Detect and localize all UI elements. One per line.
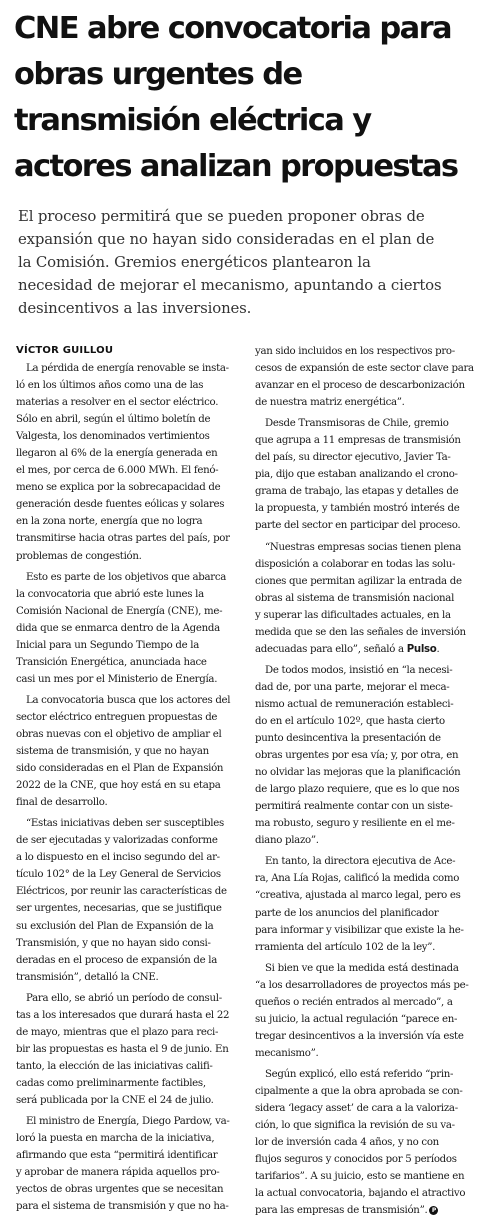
body-text-line: tregar desincentivos a la inversión vía este: [255, 1030, 464, 1042]
body-text-line: transmitirse hacia otras partes del país, por: [16, 533, 230, 545]
body-text-fragment: adecuadas para ello”, señaló a: [255, 643, 407, 655]
headline-line: transmisión eléctrica y: [14, 103, 371, 138]
body-text-line: rramienta del artículo 102 de la ley”.: [255, 941, 436, 953]
body-text-line: grama de trabajo, las etapas y detalles de: [255, 486, 459, 498]
body-text-line: Según explicó, ello está referido “prin-: [265, 1068, 454, 1080]
body-text-line: cesos de expansión de este sector clave para: [255, 363, 474, 375]
body-text-line: do en el artículo 102º, que hasta cierto: [255, 715, 445, 727]
body-text-line: La pérdida de energía renovable se insta-: [26, 363, 229, 374]
body-text-line: “Estas iniciativas deben ser susceptibles: [26, 818, 224, 830]
body-text-line: obras nuevas con el objetivo de ampliar el: [16, 728, 222, 740]
body-text-line: Esto es parte de los objetivos que abarca: [26, 571, 227, 583]
body-text-line: flujos seguros y conocidos por 5 períodos: [255, 1154, 457, 1166]
body-text-line: sido consideradas en el Plan de Expansión: [16, 763, 224, 775]
headline: [14, 6, 484, 190]
body-text-line: cipalmente a que la obra aprobada se con-: [255, 1085, 463, 1097]
body-text-line: nismo actual de remuneración estableci-: [255, 698, 454, 710]
body-text-line: tículo 102° de la Ley General de Servicios: [16, 869, 221, 881]
body-column-left: [16, 360, 244, 1215]
body-text-line: mecanismo”.: [255, 1047, 319, 1059]
body-text-line: yan sido incluidos en los respectivos pro-: [255, 346, 455, 357]
lead-line: desincentivos a las inversiones.: [18, 299, 252, 317]
body-text-line: tarifarios”. A su juicio, esto se mantiene en: [255, 1171, 465, 1183]
body-text-line: su juicio, la actual regulación “parece en-: [255, 1013, 458, 1025]
body-text-line: meno se explica por la sobrecapacidad de: [16, 482, 221, 494]
body-text-line: dad de, por una parte, mejorar el meca-: [255, 681, 450, 693]
body-text-line: cadas como preliminarmente factibles,: [16, 1077, 206, 1089]
body-text-line: diano plazo”.: [255, 835, 319, 847]
body-text-line: para informar y visibilizar que existe la he-: [255, 924, 464, 936]
body-text-line: parte del sector en participar del proceso.: [255, 520, 461, 532]
body-text-line: Desde Transmisoras de Chile, gremio: [265, 418, 449, 430]
body-text-line: “creativa, ajustada al marco legal, pero es: [255, 890, 461, 902]
body-text-line: avanzar en el proceso de descarbonización: [255, 380, 465, 392]
body-text-line: Sólo en abril, según el último boletín de: [16, 414, 211, 426]
body-text-line: a lo dispuesto en el inciso segundo del ar-: [16, 852, 220, 864]
period-fragment: .: [436, 643, 440, 655]
body-text-line: “Nuestras empresas socias tienen plena: [265, 541, 462, 553]
body-text-line: obras urgentes por esa vía; y, por otra, en: [255, 750, 459, 762]
body-text-line: sector eléctrico entreguen propuestas de: [16, 711, 218, 723]
body-text-line: y superar las dificultades actuales, en la: [255, 609, 451, 621]
body-text-line: dida que se enmarca dentro de la Agenda: [16, 622, 220, 634]
lead-line: necesidad de mejorar el mecanismo, apuntando a ciertos: [18, 276, 442, 294]
lead-paragraph: [18, 205, 480, 320]
body-text-line: queños o recién entrados al mercado”, a: [255, 996, 453, 1008]
body-text-line: de ser ejecutadas y valorizadas conforme: [16, 835, 218, 847]
body-text-line: sidera ‘legacy asset’ de cara a la valoriza-: [255, 1103, 458, 1115]
body-text-line: final de desarrollo.: [16, 797, 108, 809]
body-text-line: ra, Ana Lía Rojas, calificó la medida como: [255, 873, 460, 885]
body-text-line: Para ello, se abrió un período de consul-: [26, 992, 222, 1004]
body-text-line: Valgesta, los denominados vertimientos: [16, 431, 210, 443]
body-text-line: ción, lo que significa la revisión de su va-: [255, 1120, 455, 1132]
body-text-line: la propuesta, y también mostró interés de: [255, 503, 460, 515]
body-text-line: transmisión”, detalló la CNE.: [16, 971, 159, 983]
headline-line: CNE abre convocatoria para: [14, 11, 452, 46]
body-text-line: disposición a colaborar en todas las solu-: [255, 558, 456, 570]
body-text-line: De todos modos, insistió en “la necesi-: [265, 664, 453, 676]
body-text-line: en la zona norte, energía que no logra: [16, 516, 203, 528]
body-text-line: Transición Energética, anunciada hace: [16, 656, 207, 668]
body-text-line: ló en los últimos años como una de las: [16, 380, 204, 392]
body-text-line: su exclusión del Plan de Expansión de la: [16, 920, 214, 932]
lead-line: El proceso permitirá que se pueden proponer obras de: [18, 207, 425, 225]
body-text-line: la actual convocatoria, bajando el atractivo: [255, 1188, 466, 1200]
body-text-line: y aprobar de manera rápida aquellos pro-: [16, 1167, 220, 1179]
body-text-line: generación desde fuentes eólicas y solares: [16, 499, 225, 511]
end-mark-icon: P: [429, 1206, 438, 1215]
body-text-line: será publicada por la CNE el 24 de julio.: [16, 1094, 214, 1106]
body-text-line: permitirá realmente contar con un siste-: [255, 801, 453, 813]
body-text-line: deradas en el proceso de expansión de la: [16, 954, 218, 966]
body-column-right: [255, 343, 483, 1219]
body-text-line: lor de inversión cada 4 años, y no con: [255, 1137, 439, 1149]
body-text-line: de largo plazo requiere, que es lo que nos: [255, 784, 460, 796]
body-text-line: La convocatoria busca que los actores del: [26, 694, 231, 706]
headline-line: actores analizan propuestas: [14, 149, 458, 184]
byline: VÍCTOR GUILLOU: [16, 345, 114, 356]
body-text-line: casi un mes por el Ministerio de Energía.: [16, 673, 218, 685]
body-text-line: el mes, por cerca de 6.000 MWh. El fenó-: [16, 465, 219, 477]
body-text-line: parte de los anuncios del planificador: [255, 907, 439, 919]
body-text-line: ciones que permitan agilizar la entrada de: [255, 575, 462, 587]
source-name: Pulso: [406, 643, 437, 655]
body-text-line: no olvidar las mejoras que la planificación: [255, 767, 461, 779]
lead-line: expansión que no hayan sido consideradas en el plan de: [18, 230, 435, 248]
body-text-line: sistema de transmisión, y que no hayan: [16, 746, 209, 758]
body-text-line: yectos de obras urgentes que se necesitan: [16, 1184, 224, 1196]
body-text-line: En tanto, la directora ejecutiva de Ace-: [265, 856, 456, 868]
body-text-line: Inicial para un Segundo Tiempo de la: [16, 639, 200, 651]
body-text-line: de mayo, mientras que el plazo para reci-: [16, 1026, 219, 1038]
body-text-line: [255, 641, 483, 658]
body-text-line: Eléctricos, por reunir las características de: [16, 886, 227, 898]
body-text-line: Si bien ve que la medida está destinada: [265, 962, 459, 974]
body-text-line: que agrupa a 11 empresas de transmisión: [255, 435, 461, 447]
body-text-line: de nuestra matriz energética”.: [255, 397, 405, 409]
body-text-line: bir las propuestas es hasta el 9 de junio. En: [16, 1043, 229, 1055]
body-text-line: para el sistema de transmisión y que no ha-: [16, 1201, 229, 1213]
body-text-line: Comisión Nacional de Energía (CNE), me-: [16, 605, 223, 617]
body-text-line: afirmando que esta “permitirá identificar: [16, 1150, 218, 1162]
body-text-line: llegaron al 6% de la energía generada en: [16, 448, 218, 460]
body-text-line: del país, su director ejecutivo, Javier Ta-: [255, 452, 451, 464]
body-text-line: punto desincentiva la presentación de: [255, 733, 441, 745]
lead-line: la Comisión. Gremios energéticos plantearon la: [18, 253, 371, 271]
body-text-line: Transmisión, y que no hayan sido consi-: [16, 937, 211, 949]
headline-line: obras urgentes de: [14, 57, 302, 92]
body-text-line: para las empresas de transmisión”. P: [255, 1202, 483, 1219]
body-text-line: loró la puesta en marcha de la iniciativa,: [16, 1133, 215, 1145]
body-text-line: problemas de congestión.: [16, 550, 142, 562]
body-text-line: ma robusto, seguro y resiliente en el me-: [255, 818, 455, 830]
body-text-line: 2022 de la CNE, que hoy está en su etapa: [16, 780, 221, 792]
body-text-line: tanto, la elección de las iniciativas califi-: [16, 1060, 213, 1072]
body-text-line: pia, dijo que estaban analizando el crono-: [255, 469, 458, 481]
body-text-line: medida que se den las señales de inversión: [255, 626, 466, 638]
body-text-line: tas a los interesados que durará hasta el 22: [16, 1009, 230, 1021]
body-text-line: la convocatoria que abrió este lunes la: [16, 588, 204, 600]
body-text-line: “a los desarrolladores de proyectos más pe-: [255, 979, 469, 991]
body-text-line: obras al sistema de transmisión nacional: [255, 592, 455, 604]
body-text-line: El ministro de Energía, Diego Pardow, va-: [26, 1116, 230, 1128]
body-text-line: materias a resolver en el sector eléctrico.: [16, 397, 219, 409]
body-text-line: ser urgentes, necesarias, que se justifique: [16, 903, 222, 915]
